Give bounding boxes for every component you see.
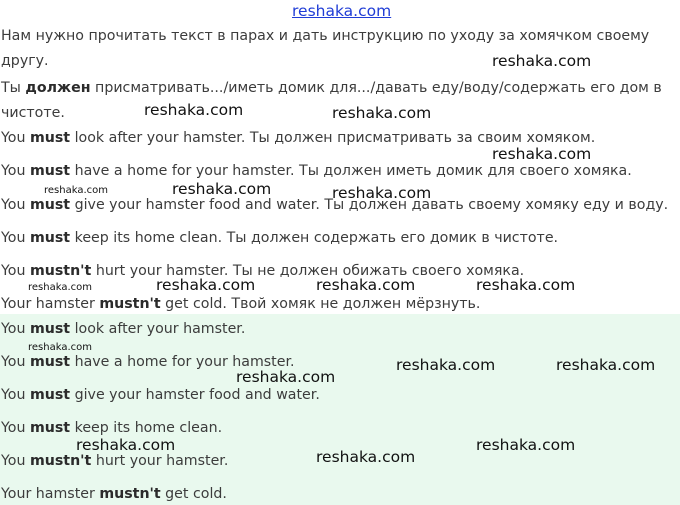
watermark: reshaka.com [396, 356, 496, 374]
translation-line: You must look after your hamster. Ты должен присматривать за своим хомяком. [1, 130, 596, 146]
translation-line: You must keep its home clean. Ты должен содержать его домик в чистоте. [1, 230, 559, 246]
watermark: reshaka.com [44, 185, 108, 196]
watermark: reshaka.com [492, 145, 592, 163]
task-line-2: другу. [1, 53, 49, 69]
watermark: reshaka.com [76, 436, 176, 454]
watermark: reshaka.com [556, 356, 656, 374]
watermark: reshaka.com [144, 101, 244, 119]
watermark: reshaka.com [332, 184, 432, 202]
watermark: reshaka.com [476, 276, 576, 294]
answer-block-background [0, 314, 680, 505]
watermark: reshaka.com [476, 436, 576, 454]
answer-line: You must have a home for your hamster. [1, 354, 295, 370]
watermark: reshaka.com [316, 448, 416, 466]
task-line-1: Нам нужно прочитать текст в парах и дать инструкцию по уходу за хомячком своему [1, 28, 650, 44]
watermark: reshaka.com [332, 104, 432, 122]
answer-line: Your hamster mustn't get cold. [1, 486, 227, 502]
watermark: reshaka.com [236, 368, 336, 386]
watermark: reshaka.com [316, 276, 416, 294]
watermark: reshaka.com [172, 180, 272, 198]
watermark: reshaka.com [492, 52, 592, 70]
translation-line: Your hamster mustn't get cold. Твой хомяк не должен мёрзнуть. [1, 296, 481, 312]
answer-line: You must give your hamster food and water. [1, 387, 320, 403]
watermark: reshaka.com [28, 282, 92, 293]
answer-line: You must keep its home clean. [1, 420, 223, 436]
answer-line: You mustn't hurt your hamster. [1, 453, 229, 469]
translation-line: You mustn't hurt your hamster. Ты не должен обижать своего хомяка. [1, 263, 525, 279]
watermark: reshaka.com [28, 342, 92, 353]
task-line-4: чистоте. [1, 105, 65, 121]
site-link[interactable]: reshaka.com [292, 2, 392, 20]
translation-line: You must give your hamster food and water. Ты должен давать своему хомяку еду и воду. [1, 197, 669, 213]
task-line-3: Ты должен присматривать.../иметь домик для.../давать еду/воду/содержать его дом в [1, 80, 662, 96]
translation-line: You must have a home for your hamster. Ты должен иметь домик для своего хомяка. [1, 163, 632, 179]
answer-line: You must look after your hamster. [1, 321, 246, 337]
watermark: reshaka.com [156, 276, 256, 294]
